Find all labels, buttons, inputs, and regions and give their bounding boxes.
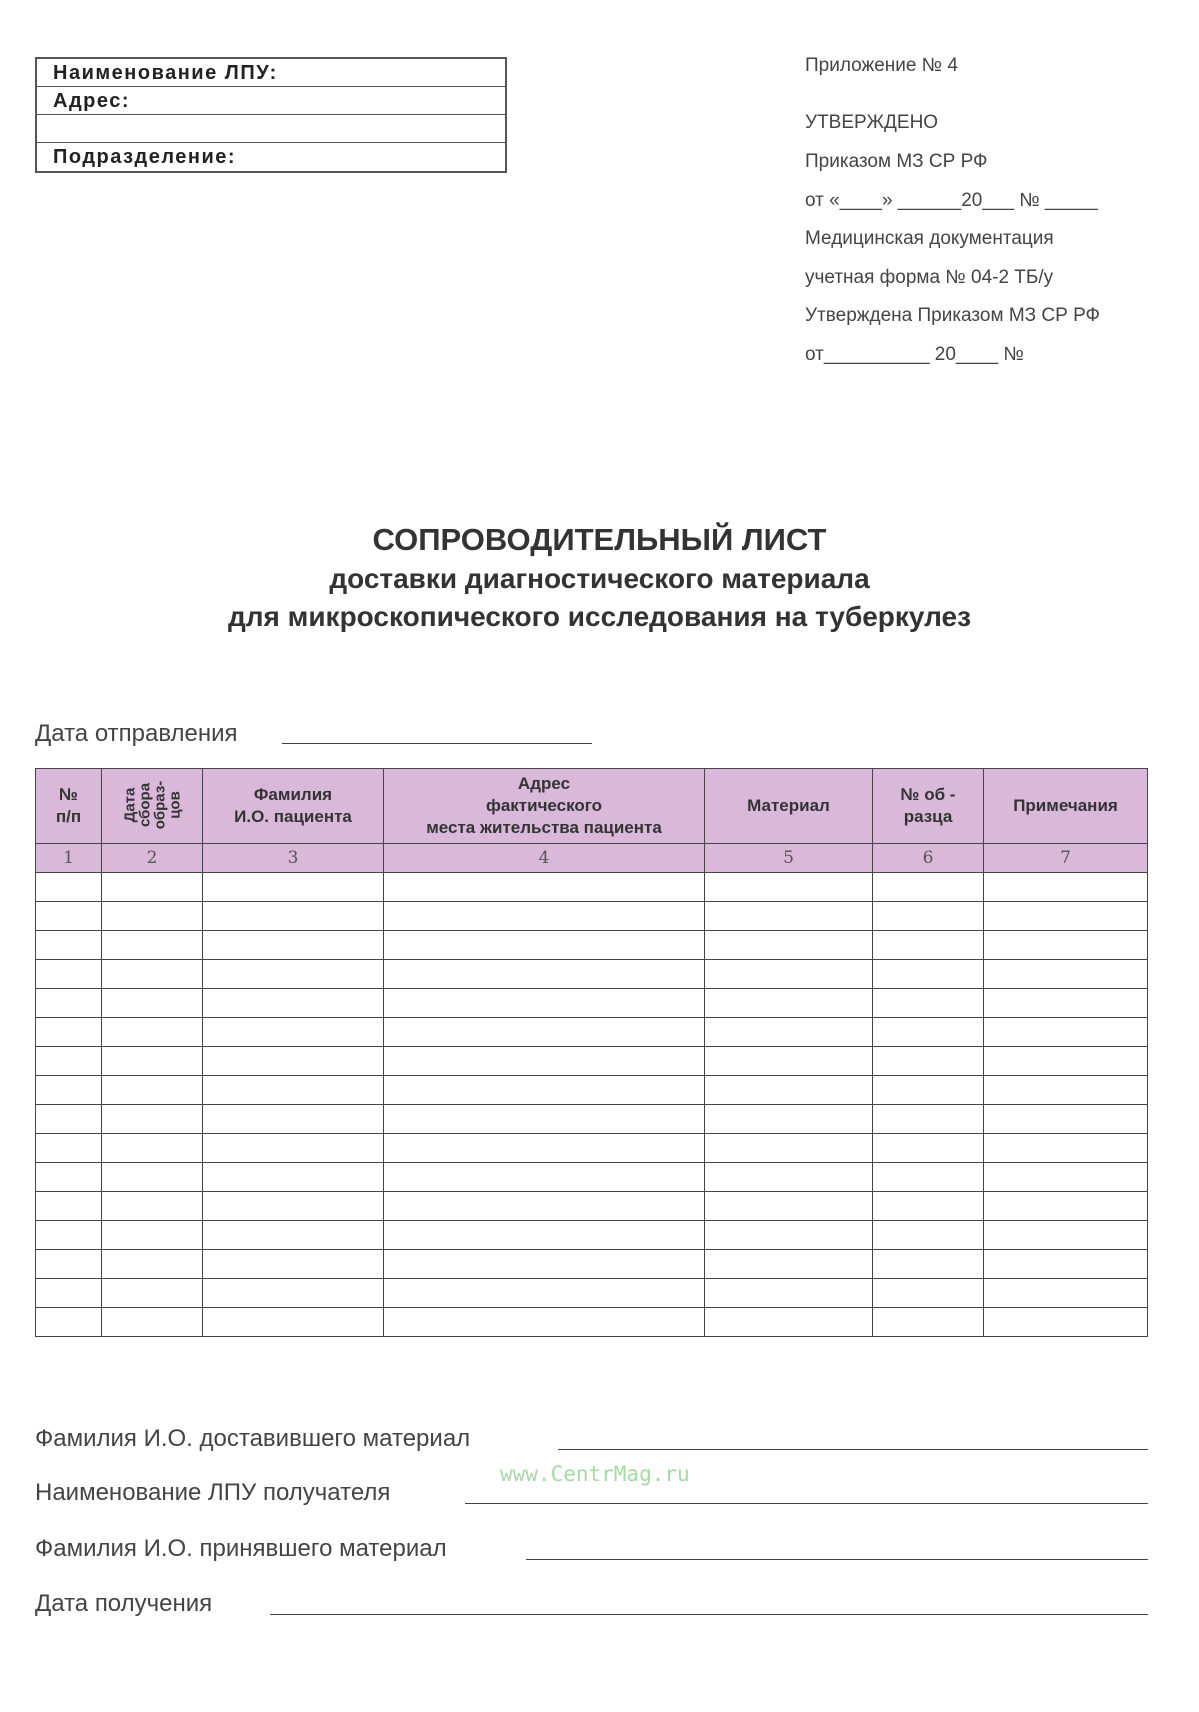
col-number: 4 — [384, 844, 705, 873]
order-label: Приказом МЗ СР РФ — [805, 151, 988, 172]
table-row — [36, 1134, 1148, 1163]
table-row — [36, 960, 1148, 989]
table-cell[interactable] — [984, 1105, 1148, 1134]
received-date-label: Дата получения — [35, 1590, 213, 1617]
col-number: 7 — [984, 844, 1148, 873]
table-cell[interactable] — [102, 1047, 203, 1076]
document-subtitle-1: доставки диагностического материала — [329, 563, 870, 594]
approved-by-label: Утверждена Приказом МЗ СР РФ — [805, 305, 1100, 326]
table-cell[interactable] — [203, 1192, 384, 1221]
table-cell[interactable] — [36, 902, 102, 931]
col-number: 2 — [102, 844, 203, 873]
table-cell[interactable] — [984, 1018, 1148, 1047]
table-cell[interactable] — [384, 902, 705, 931]
table-cell[interactable] — [984, 1134, 1148, 1163]
col-header-sample-number: № об - разца — [873, 769, 984, 844]
table-cell[interactable] — [873, 1105, 984, 1134]
table-cell[interactable] — [705, 931, 873, 960]
table-cell[interactable] — [984, 931, 1148, 960]
table-cell[interactable] — [873, 873, 984, 902]
appendix-label: Приложение № 4 — [805, 55, 958, 76]
table-cell[interactable] — [705, 1250, 873, 1279]
table-cell[interactable] — [36, 1047, 102, 1076]
col-header-collection-date: Дата сбора образ- цов — [102, 769, 203, 844]
table-cell[interactable] — [36, 1308, 102, 1337]
delivered-by-field[interactable] — [558, 1449, 1148, 1450]
table-cell[interactable] — [984, 902, 1148, 931]
empty-row — [37, 115, 505, 143]
table-cell[interactable] — [102, 902, 203, 931]
document-title: СОПРОВОДИТЕЛЬНЫЙ ЛИСТ — [372, 522, 827, 557]
table-cell[interactable] — [705, 1076, 873, 1105]
table-cell[interactable] — [384, 931, 705, 960]
table-cell[interactable] — [384, 1279, 705, 1308]
table-cell[interactable] — [102, 1250, 203, 1279]
table-cell[interactable] — [102, 1163, 203, 1192]
table-row — [36, 1250, 1148, 1279]
table-cell[interactable] — [203, 989, 384, 1018]
table-cell[interactable] — [873, 1279, 984, 1308]
table-cell[interactable] — [873, 1134, 984, 1163]
table-row — [36, 1221, 1148, 1250]
table-cell[interactable] — [36, 931, 102, 960]
table-cell[interactable] — [36, 1163, 102, 1192]
received-date-field[interactable] — [270, 1614, 1148, 1615]
table-cell[interactable] — [203, 1018, 384, 1047]
table-row — [36, 931, 1148, 960]
table-cell[interactable] — [36, 1134, 102, 1163]
address-label: Адрес: — [37, 87, 505, 115]
table-cell[interactable] — [705, 1018, 873, 1047]
recipient-org-field[interactable] — [465, 1503, 1148, 1504]
form-label: учетная форма № 04-2 ТБ/у — [805, 267, 1054, 288]
table-cell[interactable] — [102, 989, 203, 1018]
table-cell[interactable] — [384, 1105, 705, 1134]
approved-label: УТВЕРЖДЕНО — [805, 112, 939, 133]
table-cell[interactable] — [102, 931, 203, 960]
table-cell[interactable] — [203, 873, 384, 902]
col-header-number: № п/п — [36, 769, 102, 844]
table-cell[interactable] — [203, 1221, 384, 1250]
table-row — [36, 1308, 1148, 1337]
table-cell[interactable] — [873, 1018, 984, 1047]
table-cell[interactable] — [384, 1018, 705, 1047]
delivered-by-label: Фамилия И.О. доставившего материал — [35, 1425, 471, 1452]
table-cell[interactable] — [203, 902, 384, 931]
division-label: Подразделение: — [53, 146, 237, 168]
table-cell[interactable] — [203, 1279, 384, 1308]
table-cell[interactable] — [873, 1250, 984, 1279]
table-cell[interactable] — [203, 1105, 384, 1134]
table-cell[interactable] — [203, 1076, 384, 1105]
table-cell[interactable] — [203, 1163, 384, 1192]
table-cell[interactable] — [384, 989, 705, 1018]
table-row — [36, 902, 1148, 931]
table-cell[interactable] — [36, 1279, 102, 1308]
table-cell[interactable] — [203, 1250, 384, 1279]
received-by-field[interactable] — [526, 1559, 1148, 1560]
table-cell[interactable] — [203, 1047, 384, 1076]
table-cell[interactable] — [203, 931, 384, 960]
table-cell[interactable] — [984, 873, 1148, 902]
table-cell[interactable] — [705, 873, 873, 902]
send-date-field[interactable] — [282, 743, 592, 744]
order-date: от «____» ______20___ № _____ — [805, 190, 1098, 211]
col-header-address: Адрес фактического места жительства пациента — [384, 769, 705, 844]
table-row — [36, 1105, 1148, 1134]
table-cell[interactable] — [705, 1308, 873, 1337]
table-cell[interactable] — [705, 902, 873, 931]
approved-date: от__________ 20____ № — [805, 344, 1024, 365]
table-cell[interactable] — [984, 1279, 1148, 1308]
table-cell[interactable] — [36, 873, 102, 902]
table-cell[interactable] — [984, 1163, 1148, 1192]
table-cell[interactable] — [384, 1221, 705, 1250]
table-row — [36, 873, 1148, 902]
samples-table — [35, 768, 1148, 1337]
recipient-org-label: Наименование ЛПУ получателя — [35, 1479, 391, 1506]
table-cell[interactable] — [384, 873, 705, 902]
table-cell[interactable] — [36, 1250, 102, 1279]
table-cell[interactable] — [384, 1163, 705, 1192]
col-header-patient-name: Фамилия И.О. пациента — [203, 769, 384, 844]
table-cell[interactable] — [873, 1047, 984, 1076]
table-cell[interactable] — [705, 1279, 873, 1308]
table-cell[interactable] — [36, 1018, 102, 1047]
table-cell[interactable] — [102, 1192, 203, 1221]
table-cell[interactable] — [36, 1076, 102, 1105]
table-row — [36, 1163, 1148, 1192]
table-cell[interactable] — [705, 1163, 873, 1192]
table-cell[interactable] — [873, 1221, 984, 1250]
table-cell[interactable] — [36, 989, 102, 1018]
table-cell[interactable] — [102, 1279, 203, 1308]
table-cell[interactable] — [705, 1221, 873, 1250]
table-row — [36, 989, 1148, 1018]
table-cell[interactable] — [384, 1134, 705, 1163]
table-cell[interactable] — [384, 1308, 705, 1337]
table-cell[interactable] — [705, 1134, 873, 1163]
table-cell[interactable] — [705, 1105, 873, 1134]
table-cell[interactable] — [384, 1250, 705, 1279]
table-cell[interactable] — [705, 989, 873, 1018]
table-row — [36, 1076, 1148, 1105]
table-cell[interactable] — [102, 1105, 203, 1134]
table-cell[interactable] — [102, 1076, 203, 1105]
received-by-label: Фамилия И.О. принявшего материал — [35, 1535, 447, 1562]
table-row — [36, 1018, 1148, 1047]
table-cell[interactable] — [705, 1047, 873, 1076]
table-cell[interactable] — [873, 1308, 984, 1337]
table-cell[interactable] — [384, 1076, 705, 1105]
col-number: 6 — [873, 844, 984, 873]
table-cell[interactable] — [873, 931, 984, 960]
table-cell[interactable] — [102, 1018, 203, 1047]
document-subtitle-2: для микроскопического исследования на туберкулез — [227, 601, 972, 632]
table-cell[interactable] — [873, 1076, 984, 1105]
send-date-label: Дата отправления — [35, 720, 238, 747]
table-cell[interactable] — [984, 960, 1148, 989]
table-cell[interactable] — [36, 1192, 102, 1221]
table-cell[interactable] — [984, 1192, 1148, 1221]
table-cell[interactable] — [873, 902, 984, 931]
table-cell[interactable] — [102, 1308, 203, 1337]
medical-doc-label: Медицинская документация — [805, 228, 1054, 249]
table-cell[interactable] — [384, 960, 705, 989]
table-cell[interactable] — [384, 1047, 705, 1076]
table-cell[interactable] — [984, 1308, 1148, 1337]
col-header-material: Материал — [705, 769, 873, 844]
table-cell[interactable] — [705, 960, 873, 989]
table-cell[interactable] — [984, 989, 1148, 1018]
col-header-notes: Примечания — [984, 769, 1148, 844]
table-cell[interactable] — [984, 1221, 1148, 1250]
col-number: 1 — [36, 844, 102, 873]
organization-info-box — [35, 57, 507, 173]
table-cell[interactable] — [384, 1192, 705, 1221]
table-cell[interactable] — [984, 1076, 1148, 1105]
table-cell[interactable] — [102, 873, 203, 902]
table-cell[interactable] — [203, 960, 384, 989]
table-row — [36, 1192, 1148, 1221]
table-cell[interactable] — [873, 1163, 984, 1192]
table-row — [36, 1047, 1148, 1076]
table-cell[interactable] — [984, 1047, 1148, 1076]
column-number-row — [36, 844, 1148, 873]
org-name-label: Наименование ЛПУ: — [37, 59, 505, 87]
table-cell[interactable] — [984, 1250, 1148, 1279]
table-cell[interactable] — [36, 1105, 102, 1134]
table-cell[interactable] — [873, 1192, 984, 1221]
col-number: 5 — [705, 844, 873, 873]
table-cell[interactable] — [203, 1134, 384, 1163]
table-row — [36, 1279, 1148, 1308]
table-cell[interactable] — [36, 960, 102, 989]
table-cell[interactable] — [705, 1192, 873, 1221]
table-cell[interactable] — [102, 1134, 203, 1163]
table-cell[interactable] — [873, 989, 984, 1018]
col-number: 3 — [203, 844, 384, 873]
table-cell[interactable] — [102, 1221, 203, 1250]
table-cell[interactable] — [36, 1221, 102, 1250]
table-cell[interactable] — [203, 1308, 384, 1337]
table-cell[interactable] — [102, 960, 203, 989]
table-cell[interactable] — [873, 960, 984, 989]
table-header-row — [36, 769, 1148, 844]
watermark: www.CentrMag.ru — [500, 1462, 690, 1486]
